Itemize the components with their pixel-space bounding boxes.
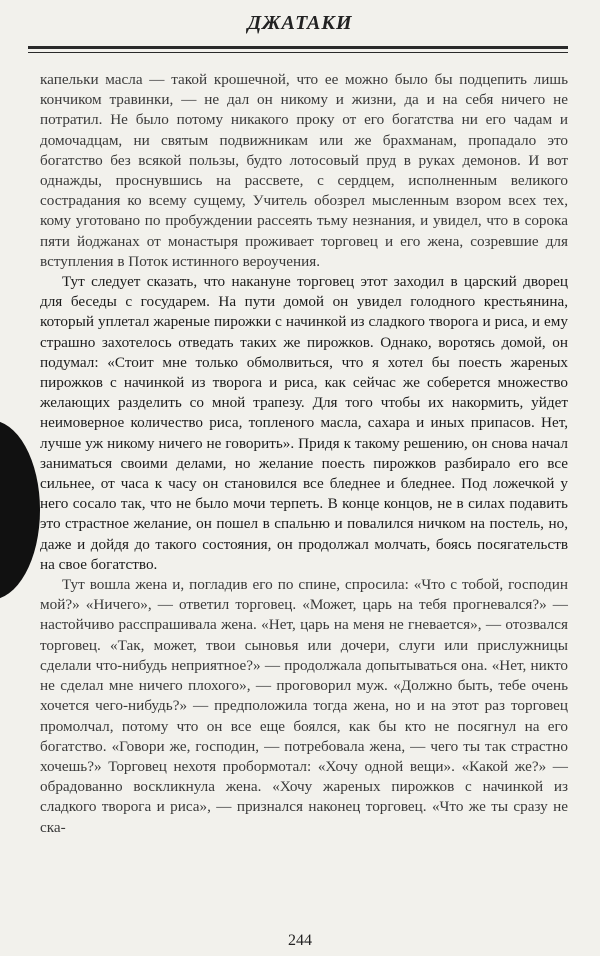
page-number: 244 bbox=[288, 932, 312, 949]
paragraph: Тут вошла жена и, погладив его по спине, спросила: «Что с тобой, господин мой?» «Ничего», — ответил торговец. «Может, царь на тебя прогневался?» — настойчиво расспрашивала жена. «Нет, царь на меня не гневается», — отозвался торговец. «Так, может, твои сыновья или дочери, слуги или прислужницы сделали что-нибудь неприятное?» — продолжала допытываться она. «Нет, никто не сделал мне ничего плохого», — проговорил муж. «Должно быть, тебе очень хочется чего-нибудь?» — предположила тогда жена, но и на этот раз торговец промолчал, потому что он все еще боялся, как бы кто не посягнул на его богатство. «Говори же, господин, — потребовала жена, — чего ты так страстно хочешь?» Торговец нехотя пробормотал: «Хочу одной вещи». «Какой же?» — обрадованно воскликнула жена. «Хочу жареных пирожков с начинкой из сладкого творога и риса», — признался наконец торговец. «Что же ты сразу не ска- bbox=[40, 576, 568, 836]
paragraph-continued: капельки масла — такой крошечной, что ее можно было бы подцепить лишь кончиком травинки, — не дал он никому и жизни, да и на себя ничего не потратил. Не было потому никакого проку от его богатства ни его чадам и домочадцам, ни святым подвижникам или же брахманам, пропадало это богатство без всякой пользы, будто лотосовый пруд в руках демонов. И вот однажды, проснувшись на рассвете, с сердцем, исполненным великого сострадания ко всему сущему, Учитель обозрел мысленным взором всех тех, кому уготовано по пробуждении рассеять тьму незнания, и увидел, что в сорока пяти йоджанах от монастыря проживает торговец и его жена, созревшие для вступления в Поток истинного вероучения. bbox=[40, 71, 568, 270]
header-rule-thin bbox=[28, 52, 568, 53]
running-title: ДЖАТАКИ bbox=[247, 12, 353, 34]
scan-margin-shadow bbox=[0, 420, 40, 600]
header-rule-thick bbox=[28, 46, 568, 49]
paragraph: Тут следует сказать, что накануне торговец этот заходил в царский дворец для беседы с государем. На пути домой он увидел голодного крестьянина, который уплетал жареные пирожки с начинкой из сладкого творога и риса, и ему страшно захотелось отведать таких же пирожков. Однако, воротясь домой, он подумал: «Стоит мне только обмолвиться, что я хотел бы поесть жареных пирожков с начинкой из творога и риса, как сейчас же соберется множество желающих разделить со мной трапезу. Для того чтобы их накормить, уйдет неимоверное количество риса, топленого масла, сахара и иных припасов. Нет, лучше уж никому ничего не говорить». Придя к такому решению, он снова начал заниматься своими делами, но желание поесть пирожков разбирало его все сильнее, от часа к часу он становился все бледнее и бледнее. Под ложечкой у него сосало так, что не было мочи терпеть. В конце концов, не в силах подавить это страстное желание, он пошел в спальню и повалился ничком на постель, но, даже и дойдя до такого состояния, он продолжал молчать, боясь посягательств на свое богатство. bbox=[40, 273, 568, 573]
body-text bbox=[40, 70, 568, 838]
